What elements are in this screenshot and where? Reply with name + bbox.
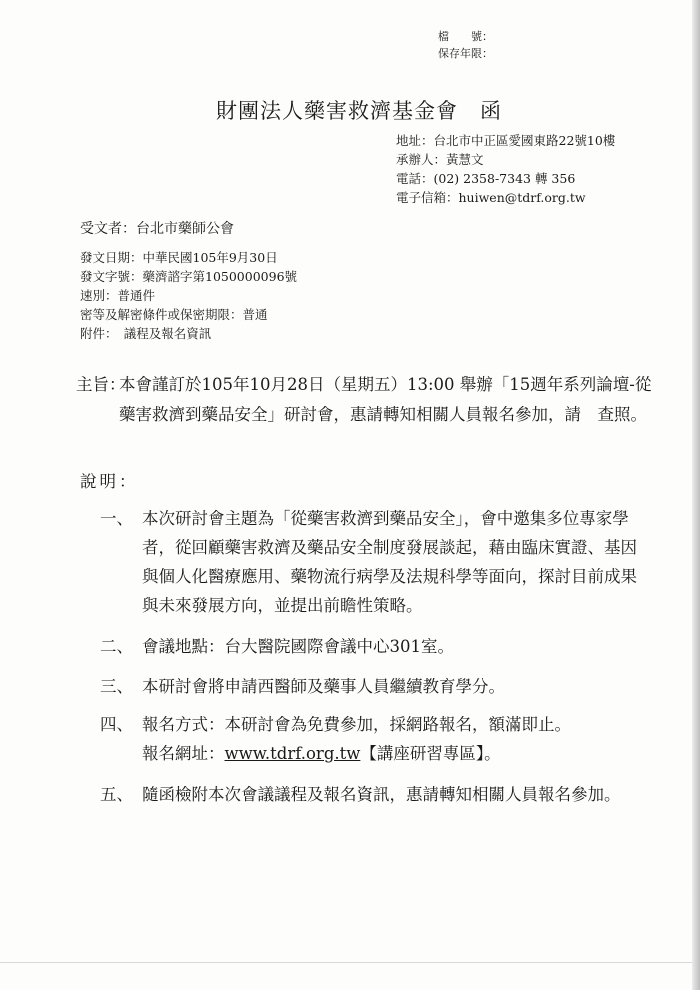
sender-handler: 承辦人：黃慧文: [396, 152, 484, 167]
scan-artifact-line: [0, 962, 700, 963]
file-number-label: 檔 號：: [438, 30, 493, 43]
item-number: 三、: [100, 677, 133, 696]
issue-date: 發文日期：中華民國105年9月30日: [80, 250, 278, 265]
item-text: [142, 710, 652, 768]
subject-block: [76, 370, 666, 462]
subject-label: 主旨：: [76, 375, 126, 394]
explanation-item: [100, 780, 660, 840]
page-edge-shadow: [692, 0, 700, 990]
sender-email: 電子信箱：huiwen@tdrf.org.tw: [396, 190, 586, 205]
item-text: 隨函檢附本次會議議程及報名資訊，惠請轉知相關人員報名參加。: [142, 785, 621, 804]
document-number: 發文字號：藥濟諮字第1050000096號: [80, 269, 298, 284]
explanation-item: [100, 632, 660, 662]
registration-url-link[interactable]: www.tdrf.org.tw: [224, 744, 361, 763]
item-text: 會議地點：台大醫院國際會議中心301室。: [142, 637, 454, 656]
explanation-item: [100, 672, 660, 702]
item-text: 本次研討會主題為「從藥害救濟到藥品安全」，會中邀集多位專家學者，從回顧藥害救濟及藥品安全制度發展談起，藉由臨床實證、基因與個人化醫療應用、藥物流行病學及法規科學等面向，探討目前成果與未來發展方向，並提出前瞻性策略。: [142, 509, 637, 615]
sender-address: 地址：台北市中正區愛國東路22號10樓: [396, 133, 616, 148]
subject-text: 本會謹訂於105年10月28日（星期五）13:00 舉辦「15週年系列論壇-從藥害救濟到藥品安全」研討會，惠請轉知相關人員報名參加，請 查照。: [119, 375, 652, 424]
letter-title: 財團法人藥害救濟基金會 函: [216, 99, 502, 123]
explanation-item: [100, 710, 660, 770]
attachment: 附件： 議程及報名資訊: [80, 326, 212, 341]
sender-phone: 電話：(02) 2358-7343 轉 356: [396, 171, 576, 186]
retention-period-label: 保存年限：: [438, 47, 493, 60]
item-number: 五、: [100, 785, 133, 804]
item-number: 四、: [100, 715, 133, 734]
registration-url-suffix: 【講座研習專區】。: [360, 744, 501, 763]
registration-url-label: 報名網址：: [142, 744, 225, 763]
delivery-speed: 速別：普通件: [80, 288, 156, 303]
recipient: 受文者：台北市藥師公會: [80, 221, 234, 237]
explanation-item: [100, 504, 660, 624]
security-level: 密等及解密條件或保密期限：普通: [80, 307, 268, 322]
item-number: 二、: [100, 637, 133, 656]
explanation-label: 說明：: [80, 472, 139, 491]
item-text: 本研討會將申請西醫師及藥事人員繼續教育學分。: [142, 677, 505, 696]
item-number: 一、: [100, 509, 133, 528]
registration-method: 報名方式：本研討會為免費參加，採網路報名，額滿即止。: [142, 715, 571, 734]
